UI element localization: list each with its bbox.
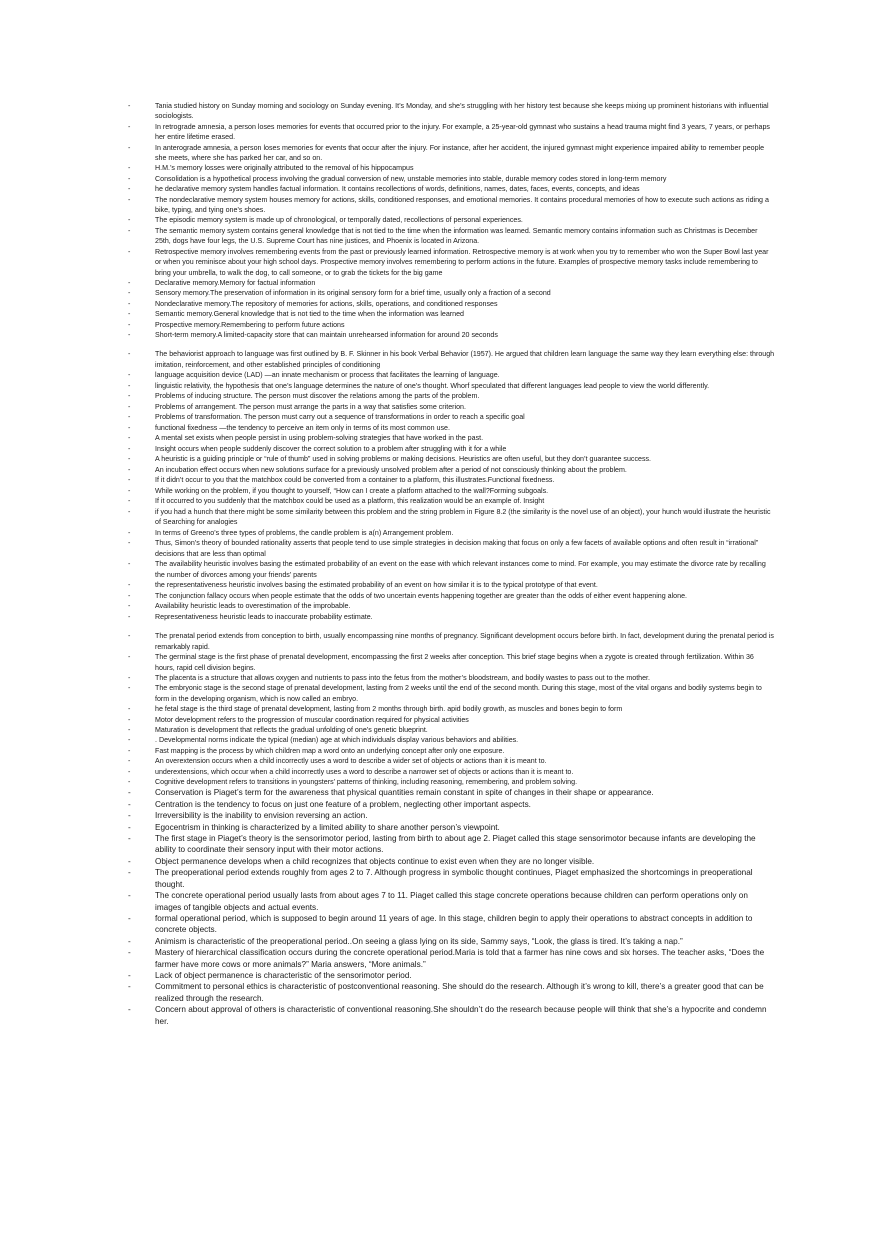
- bullet-dash: -: [128, 330, 131, 339]
- bullet-dash: -: [128, 102, 131, 110]
- list-item-text: A mental set exists when people persist in using problem-solving strategies that have worked in the past.: [155, 434, 484, 443]
- bullet-dash: -: [128, 486, 131, 495]
- bullet-dash: -: [128, 970, 131, 980]
- bullet-dash: -: [128, 632, 131, 641]
- list-item: [0, 226, 880, 247]
- list-item: [0, 631, 880, 652]
- list-item: [0, 715, 880, 725]
- list-item: [0, 528, 880, 539]
- bullet-dash: -: [128, 811, 131, 821]
- list-item: [0, 1004, 880, 1027]
- list-item-text: A heuristic is a guiding principle or “rule of thumb” used in solving problems or making decisions. Heuristics are often useful, but they don’t guarantee success.: [155, 455, 652, 464]
- bullet-dash: -: [128, 143, 131, 152]
- list-item: [0, 163, 880, 173]
- bullet-dash: -: [128, 767, 131, 776]
- bullet-dash: -: [128, 778, 131, 787]
- bullet-dash: -: [128, 310, 131, 319]
- list-item-text: Lack of object permanence is characteristic of the sensorimotor period.: [155, 970, 412, 980]
- list-item: [0, 947, 880, 970]
- list-item-text: Animism is characteristic of the preoperational period..On seeing a glass lying on its side, Sammy says, “Look, the glass is tired. It’s taking a nap.”: [155, 936, 683, 946]
- list-item: [0, 756, 880, 766]
- list-item-text: Declarative memory.Memory for factual information: [155, 278, 316, 287]
- list-item: [0, 580, 880, 591]
- list-item: [0, 143, 880, 164]
- list-item: [0, 799, 880, 810]
- bullet-dash: -: [128, 788, 131, 798]
- bullet-dash: -: [128, 122, 131, 131]
- bullet-dash: -: [128, 560, 131, 569]
- bullet-dash: -: [128, 673, 131, 682]
- bullet-dash: -: [128, 982, 131, 992]
- bullet-dash: -: [128, 1005, 131, 1015]
- list-item: [0, 725, 880, 735]
- bullet-dash: -: [128, 195, 131, 204]
- list-item-text: Availability heuristic leads to overestimation of the improbable.: [155, 602, 351, 611]
- list-item: [0, 288, 880, 298]
- list-item: [0, 856, 880, 867]
- list-item-text: Object permanence develops when a child recognizes that objects continue to exist even when they are no longer visible.: [155, 856, 595, 866]
- list-item: [0, 652, 880, 673]
- list-item: [0, 981, 880, 1004]
- list-item-text: Commitment to personal ethics is characteristic of postconventional reasoning. She should do the research. Although it’s wrong to kill, there’s a greater good that can be realized through the research.: [155, 982, 764, 1003]
- list-item: [0, 767, 880, 777]
- list-item-text: While working on the problem, if you thought to yourself, “How can I create a platform attached to the wall?Forming subgoals.: [155, 486, 549, 495]
- bullet-dash: -: [128, 856, 131, 866]
- list-item-text: he declarative memory system handles factual information. It contains recollections of words, definitions, names, dates, faces, events, concepts, and ideas: [155, 185, 640, 194]
- list-item: [0, 787, 880, 798]
- list-item-text: The behaviorist approach to language was first outlined by B. F. Skinner in his book Verbal Behavior (1957). He argued that children learn language the same way they learn everything else: through imitation, reinforcement, and other established principles of conditioning: [155, 350, 775, 369]
- list-item-text: The availability heuristic involves basing the estimated probability of an event on the ease with which relevant instances come to mind. For example, you may estimate the divorce rate by recalling the number of divorces among your friends’ parents: [155, 560, 766, 579]
- list-item: [0, 101, 880, 122]
- bullet-dash: -: [128, 423, 131, 432]
- bullet-dash: -: [128, 834, 131, 844]
- list-item-text: Maturation is development that reflects the gradual unfolding of one’s genetic blueprint.: [155, 726, 428, 734]
- list-item-text: Mastery of hierarchical classification occurs during the concrete operational period.Maria is told that a farmer has nine cows and six horses. The teacher asks, “Does the farmer have more cows or more animals?” Maria answers, “More animals.”: [155, 948, 765, 969]
- section-gap: [0, 622, 880, 631]
- list-item: [0, 496, 880, 507]
- list-item-text: Concern about approval of others is characteristic of conventional reasoning.She shouldn’t do the research because people will think that she’s a hypocrite and condemn her.: [155, 1005, 767, 1026]
- bullet-dash: -: [128, 444, 131, 453]
- list-item-text: Short-term memory.A limited-capacity store that can maintain unrehearsed information for around 20 seconds: [155, 330, 498, 339]
- bullet-dash: -: [128, 705, 131, 714]
- list-item-text: Prospective memory.Remembering to perform future actions: [155, 320, 345, 329]
- list-item-text: H.M.’s memory losses were originally attributed to the removal of his hippocampus: [155, 164, 414, 173]
- list-item: [0, 704, 880, 714]
- list-item-text: In terms of Greeno’s three types of problems, the candle problem is a(n) Arrangement problem.: [155, 528, 454, 537]
- list-item-text: An overextension occurs when a child incorrectly uses a word to describe a wider set of objects or actions than it is meant to.: [155, 757, 547, 766]
- list-item: [0, 486, 880, 497]
- list-item-text: Cognitive development refers to transitions in youngsters’ patterns of thinking, including reasoning, remembering, and problem solving.: [155, 778, 578, 787]
- list-item-text: Nondeclarative memory.The repository of memories for actions, skills, operations, and conditioned responses: [155, 299, 498, 308]
- bullet-dash: -: [128, 822, 131, 832]
- list-item-text: Irreversibility is the inability to envision reversing an action.: [155, 811, 368, 821]
- list-item: [0, 444, 880, 455]
- list-item: [0, 174, 880, 184]
- bullet-dash: -: [128, 350, 131, 359]
- bullet-dash: -: [128, 278, 131, 287]
- list-item: [0, 465, 880, 476]
- list-item-text: Representativeness heuristic leads to inaccurate probability estimate.: [155, 612, 373, 621]
- list-item: [0, 867, 880, 890]
- list-item: [0, 423, 880, 434]
- bullet-dash: -: [128, 465, 131, 474]
- list-item: [0, 601, 880, 612]
- list-item: [0, 735, 880, 745]
- list-item-text: The germinal stage is the first phase of prenatal development, encompassing the first 2 weeks after conception. This brief stage begins when a zygote is created through fertilization. Within 36 hours, rapid cell division begins.: [155, 653, 754, 672]
- list-item: [0, 777, 880, 787]
- bullet-dash: -: [128, 497, 131, 506]
- list-item: [0, 370, 880, 381]
- list-item: [0, 309, 880, 319]
- bullet-dash: -: [128, 434, 131, 443]
- list-item-text: he fetal stage is the third stage of prenatal development, lasting from 2 months through birth. apid bodily growth, as muscles and bones begin to form: [155, 705, 623, 714]
- list-item-text: In anterograde amnesia, a person loses memories for events that occur after the injury. For instance, after her accident, the injured gymnast might experience impaired ability to remember people she meets, where she has parked her car, and so on.: [155, 143, 765, 163]
- list-item-text: Fast mapping is the process by which children map a word onto an underlying concept after only one exposure.: [155, 746, 505, 755]
- list-item: [0, 402, 880, 413]
- list-item-text: linguistic relativity, the hypothesis that one’s language determines the nature of one’s thought. Whorf speculated that different languages lead people to view the world differently.: [155, 381, 710, 390]
- list-item-text: Semantic memory.General knowledge that is not tied to the time when the information was learned: [155, 310, 465, 319]
- list-item: [0, 970, 880, 981]
- list-item-text: The placenta is a structure that allows oxygen and nutrients to pass into the fetus from the mother’s bloodstream, and bodily wastes to pass out to the mother.: [155, 673, 650, 682]
- bullet-dash: -: [128, 948, 131, 958]
- list-item-text: functional fixedness —the tendency to perceive an item only in terms of its most common use.: [155, 423, 450, 432]
- list-item: [0, 612, 880, 623]
- list-item: [0, 195, 880, 216]
- bullet-dash: -: [128, 736, 131, 745]
- list-item-text: Insight occurs when people suddenly discover the correct solution to a problem after struggling with it for a while: [155, 444, 507, 453]
- list-item-text: The nondeclarative memory system houses memory for actions, skills, conditioned responses, and emotional memories. It contains procedural memories of how to execute such actions as riding a bike, typing, and tying one’s shoes.: [155, 195, 769, 215]
- list-item-text: If it didn’t occur to you that the matchbox could be converted from a container to a platform, this illustrates.Functional fixedness.: [155, 476, 555, 485]
- bullet-dash: -: [128, 455, 131, 464]
- list-item: [0, 822, 880, 833]
- bullet-dash: -: [128, 381, 131, 390]
- list-item-text: The preoperational period extends roughly from ages 2 to 7. Although progress in symbolic thought continues, Piaget emphasized the shortcomings in preoperational thought.: [155, 868, 753, 889]
- list-item-text: Thus, Simon’s theory of bounded rationality asserts that people tend to use simple strategies in decision making that focus on only a few facets of available options and often result in “irrational” decisions that are less than optimal: [155, 539, 759, 558]
- list-item: [0, 810, 880, 821]
- section-gap: [0, 340, 880, 349]
- bullet-dash: -: [128, 226, 131, 235]
- prenatal-development-notes-list: [0, 631, 880, 787]
- list-item: [0, 122, 880, 143]
- bullet-dash: -: [128, 247, 131, 256]
- list-item: [0, 330, 880, 340]
- bullet-dash: -: [128, 891, 131, 901]
- bullet-dash: -: [128, 185, 131, 194]
- language-problem-solving-notes-list: [0, 349, 880, 622]
- bullet-dash: -: [128, 799, 131, 809]
- bullet-dash: -: [128, 299, 131, 308]
- list-item: [0, 349, 880, 370]
- list-item: [0, 454, 880, 465]
- bullet-dash: -: [128, 402, 131, 411]
- list-item: [0, 538, 880, 559]
- bullet-dash: -: [128, 612, 131, 621]
- list-item: [0, 215, 880, 225]
- list-item: [0, 247, 880, 278]
- list-item: [0, 412, 880, 423]
- bullet-dash: -: [128, 392, 131, 401]
- list-item-text: Problems of transformation. The person must carry out a sequence of transformations in order to reach a specific goal: [155, 413, 525, 422]
- bullet-dash: -: [128, 591, 131, 600]
- list-item-text: Motor development refers to the progression of muscular coordination required for physical activities: [155, 715, 469, 724]
- list-item-text: The concrete operational period usually lasts from about ages 7 to 11. Piaget called this stage concrete operations because children can perform operations only on images of tangible objects and actual events.: [155, 891, 748, 912]
- bullet-dash: -: [128, 320, 131, 329]
- list-item-text: Centration is the tendency to focus on just one feature of a problem, neglecting other important aspects.: [155, 799, 531, 809]
- list-item: [0, 683, 880, 704]
- list-item: [0, 673, 880, 683]
- bullet-dash: -: [128, 371, 131, 380]
- list-item-text: . Developmental norms indicate the typical (median) age at which individuals display various behaviors and abilities.: [155, 736, 519, 745]
- list-item-text: The first stage in Piaget’s theory is the sensorimotor period, lasting from birth to about age 2. Piaget called this stage sensorimotor because infants are developing the ability to coordinate their sensory input with their motor actions.: [155, 834, 756, 855]
- list-item-text: The semantic memory system contains general knowledge that is not tied to the time when the information was learned. Semantic memory contains information such as Christmas is December 25th, dogs have four legs, the U.S. Supreme Court has nine justices, and Phoenix is located in Arizona.: [155, 226, 758, 246]
- bullet-dash: -: [128, 913, 131, 923]
- list-item-text: The conjunction fallacy occurs when people estimate that the odds of two uncertain events happening together are greater than the odds of either event happening alone.: [155, 591, 687, 600]
- list-item-text: Egocentrism in thinking is characterized by a limited ability to share another person’s viewpoint.: [155, 822, 500, 832]
- memory-notes-list: [0, 101, 880, 340]
- list-item-text: The prenatal period extends from conception to birth, usually encompassing nine months of pregnancy. Significant development occurs before birth. In fact, development during the prenatal period is remarkably rapid.: [155, 632, 774, 651]
- bullet-dash: -: [128, 581, 131, 590]
- list-item: [0, 559, 880, 580]
- list-item-text: if you had a hunch that there might be some similarity between this problem and the string problem in Figure 8.2 (the similarity is the novel use of an object), your hunch would illustrate the heuristic of Searching for analogies: [155, 507, 771, 527]
- bullet-dash: -: [128, 413, 131, 422]
- bullet-dash: -: [128, 528, 131, 537]
- bullet-dash: -: [128, 289, 131, 298]
- list-item-text: Tania studied history on Sunday morning and sociology on Sunday evening. It’s Monday, and she’s struggling with her history test because she keeps mixing up prominent historians with influential sociologists.: [155, 102, 769, 121]
- bullet-dash: -: [128, 746, 131, 755]
- bullet-dash: -: [128, 174, 131, 183]
- list-item: [0, 433, 880, 444]
- bullet-dash: -: [128, 602, 131, 611]
- list-item: [0, 890, 880, 913]
- list-item-text: Retrospective memory involves remembering events from the past or previously learned information. Retrospective memory is at work when you try to remember who won the Super Bowl last year or when you reminisce about your high school days. Prospective memory involves remembering to perform actions in the future. Examples of prospective memory tasks include remembering to bring your umbrella, to walk the dog, to call someone, or to grab the tickets for the big game: [155, 247, 769, 277]
- list-item-text: language acquisition device (LAD) —an innate mechanism or process that facilitates the learning of language.: [155, 371, 500, 380]
- list-item-text: underextensions, which occur when a child incorrectly uses a word to describe a narrower set of objects or actions than it is meant to.: [155, 767, 574, 776]
- bullet-dash: -: [128, 868, 131, 878]
- bullet-dash: -: [128, 684, 131, 693]
- list-item-text: The episodic memory system is made up of chronological, or temporally dated, recollections of personal experiences.: [155, 216, 523, 225]
- list-item: [0, 507, 880, 528]
- list-item-text: The embryonic stage is the second stage of prenatal development, lasting from 2 weeks until the end of the second month. During this stage, most of the vital organs and bodily systems begin to form in the developing organism, which is now called an embryo.: [155, 684, 762, 703]
- list-item: [0, 184, 880, 194]
- bullet-dash: -: [128, 653, 131, 662]
- list-item: [0, 746, 880, 756]
- list-item: [0, 591, 880, 602]
- list-item-text: Sensory memory.The preservation of information in its original sensory form for a brief time, usually only a fraction of a second: [155, 289, 551, 298]
- list-item: [0, 320, 880, 330]
- list-item-text: Consolidation is a hypothetical process involving the gradual conversion of new, unstable memories into stable, durable memory codes stored in long-term memory: [155, 174, 667, 183]
- bullet-dash: -: [128, 757, 131, 766]
- list-item: [0, 391, 880, 402]
- bullet-dash: -: [128, 164, 131, 173]
- bullet-dash: -: [128, 476, 131, 485]
- bullet-dash: -: [128, 216, 131, 225]
- bullet-dash: -: [128, 715, 131, 724]
- list-item-text: the representativeness heuristic involves basing the estimated probability of an event on how similar it is to the typical prototype of that event.: [155, 581, 598, 590]
- list-item: [0, 913, 880, 936]
- bullet-dash: -: [128, 539, 131, 548]
- list-item-text: In retrograde amnesia, a person loses memories for events that occurred prior to the injury. For example, a 25-year-old gymnast who sustains a head trauma might find 3 years, 7 years, or perhaps her entire lifetime erased.: [155, 122, 770, 142]
- bullet-dash: -: [128, 936, 131, 946]
- cognitive-development-notes-list: [0, 787, 880, 1027]
- bullet-dash: -: [128, 726, 131, 734]
- list-item: [0, 381, 880, 392]
- list-item: [0, 299, 880, 309]
- list-item: [0, 936, 880, 947]
- list-item-text: Problems of arrangement. The person must arrange the parts in a way that satisfies some criterion.: [155, 402, 466, 411]
- list-item: [0, 833, 880, 856]
- list-item: [0, 475, 880, 486]
- list-item: [0, 278, 880, 288]
- list-item-text: Conservation is Piaget’s term for the awareness that physical quantities remain constant in spite of changes in their shape or appearance.: [155, 788, 654, 798]
- list-item-text: formal operational period, which is supposed to begin around 11 years of age. In this stage, children begin to apply their operations to abstract concepts in addition to concrete objects.: [155, 913, 753, 935]
- list-item-text: If it occurred to you suddenly that the matchbox could be used as a platform, this realization would be an example of. Insight: [155, 497, 545, 506]
- bullet-dash: -: [128, 507, 131, 516]
- list-item-text: Problems of inducing structure. The person must discover the relations among the parts of the problem.: [155, 392, 480, 401]
- list-item-text: An incubation effect occurs when new solutions surface for a previously unsolved problem after a period of not consciously thinking about the problem.: [155, 465, 627, 474]
